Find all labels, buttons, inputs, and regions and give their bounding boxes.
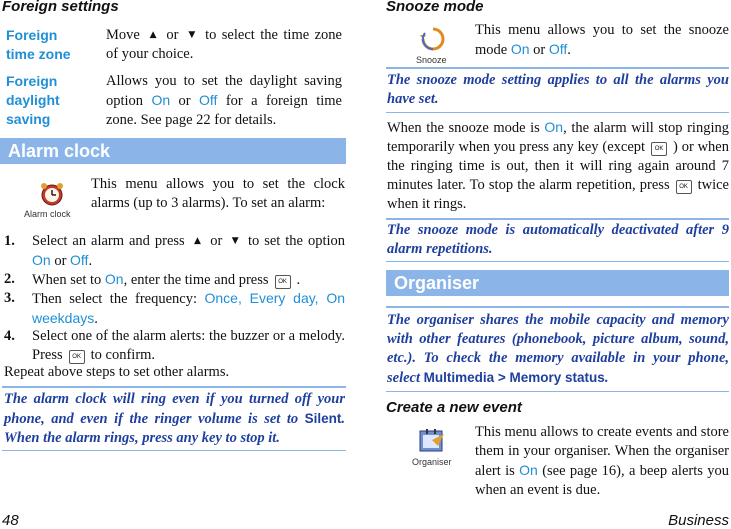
ok-key-icon: OK xyxy=(69,350,85,364)
snooze-note2-bottom-rule xyxy=(386,261,729,262)
alarm-intro: This menu allows you to set the clock alarms (up to 3 alarms). To set an alarm: xyxy=(91,176,345,211)
organiser-note-top-rule xyxy=(386,306,729,308)
organiser-icon xyxy=(418,428,446,454)
alarm-step-4: 4. Select one of the alarm alerts: the buzzer or a melody. Press OK to confirm. xyxy=(4,328,345,363)
alarm-step-1: 1. Select an alarm and press ▲ or ▼ to set the option On or Off. xyxy=(4,233,345,269)
repeat-steps-text: Repeat above steps to set other alarms. xyxy=(4,364,230,380)
snooze-icon xyxy=(420,26,446,52)
nav-down-icon: ▼ xyxy=(186,30,198,40)
snooze-body: When the snooze mode is On, the alarm will stop ringing temporarily when you press any key (except OK ) or when the ringing time is out, then it will ring again around 7 minutes later. To stop the alarm repetition, press OK twice when it rings. xyxy=(387,119,729,212)
foreign-daylight-term: Foreign daylight saving xyxy=(6,73,60,127)
alarm-clock-icon-caption: Alarm clock xyxy=(24,209,71,219)
nav-up-icon: ▲ xyxy=(192,236,203,246)
organiser-section-bar: Organiser xyxy=(386,270,729,296)
foreign-time-zone-term: Foreign time zone xyxy=(6,27,71,62)
alarm-clock-section-bar: Alarm clock xyxy=(0,138,346,164)
page-number: 48 xyxy=(2,512,19,529)
snooze-intro: This menu allows you to set the snooze mode On or Off. xyxy=(475,22,729,58)
snooze-note-top-rule xyxy=(386,67,729,69)
ok-key-icon: OK xyxy=(275,275,291,289)
ok-key-icon: OK xyxy=(676,180,692,194)
alarm-note-bottom-rule xyxy=(2,450,346,451)
create-event-body: This menu allows to create events and store them in your organiser. When the organiser alert is On (see page 16), a beep alerts you when an event is due. xyxy=(475,424,729,498)
alarm-note: The alarm clock will ring even if you turned off your phone, and even if the ringer volume is set to Silent. When the alarm rings, press any key to stop it. xyxy=(4,391,346,446)
alarm-clock-icon xyxy=(38,180,66,208)
nav-down-icon: ▼ xyxy=(230,236,240,246)
nav-up-icon: ▲ xyxy=(147,30,159,40)
foreign-settings-heading: Foreign settings xyxy=(2,0,119,15)
snooze-note-bottom-rule xyxy=(386,112,729,113)
alarm-step-3: 3. Then select the frequency: Once, Every day, On weekdays. xyxy=(4,290,346,327)
snooze-note2-top-rule xyxy=(386,218,729,220)
snooze-icon-caption: Snooze xyxy=(416,55,447,65)
organiser-note: The organiser shares the mobile capacity and memory with other features (phonebook, picture album, sound, etc.). To check the memory available in your phone, select Multimedia > Memory status. xyxy=(387,312,729,386)
foreign-time-zone-desc: Move ▲ or ▼ to select the time zone of your choice. xyxy=(106,27,342,62)
alarm-note-top-rule xyxy=(2,386,346,388)
organiser-note-bottom-rule xyxy=(386,391,729,392)
snooze-note: The snooze mode setting applies to all the alarms you have set. xyxy=(387,72,729,107)
organiser-icon-caption: Organiser xyxy=(412,457,452,467)
snooze-mode-heading: Snooze mode xyxy=(386,0,484,15)
alarm-step-2: 2. When set to On, enter the time and press OK . xyxy=(4,271,301,288)
snooze-note2: The snooze mode is automatically deactivated after 9 alarm repetitions. xyxy=(387,222,729,257)
ok-key-icon: OK xyxy=(651,142,667,156)
foreign-daylight-desc: Allows you to set the daylight saving option On or Off for a foreign time zone. See page 22 for details. xyxy=(106,73,342,128)
create-event-heading: Create a new event xyxy=(386,399,522,416)
section-title: Business xyxy=(668,512,729,529)
